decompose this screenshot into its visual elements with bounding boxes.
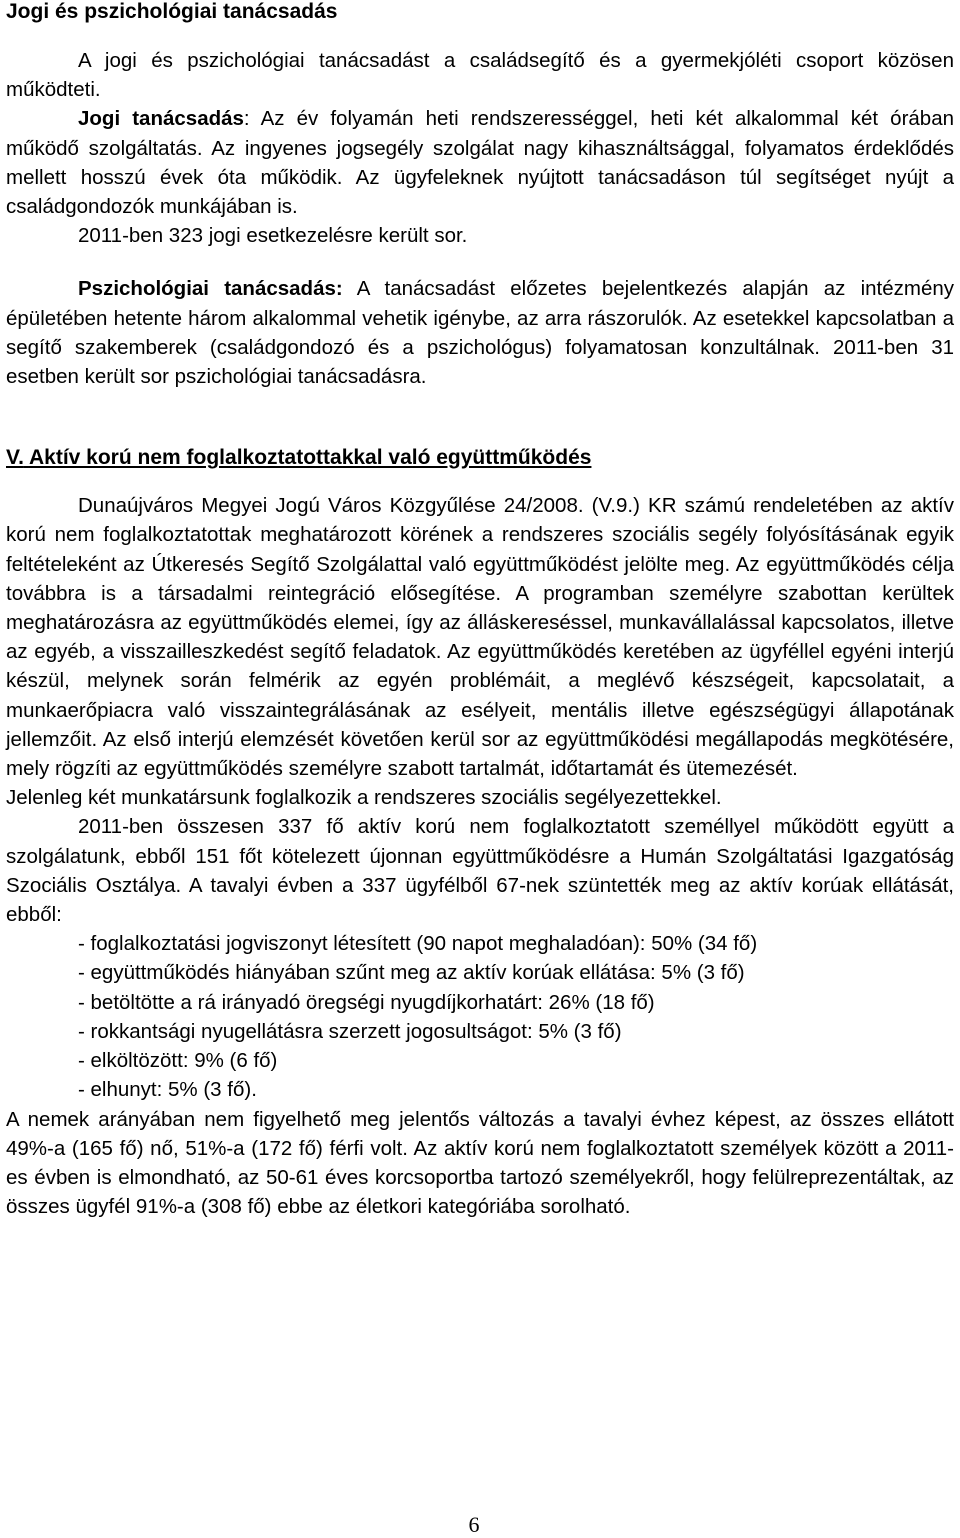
list-item: - rokkantsági nyugellátásra szerzett jogosultságot: 5% (3 fő) — [78, 1019, 622, 1043]
section-paragraph-2: Jelenleg két munkatársunk foglalkozik a rendszeres szociális segélyezettekkel. — [6, 786, 722, 810]
section-number: V. — [6, 446, 24, 470]
termination-list — [6, 929, 954, 1104]
legal-label: Jogi tanácsadás — [78, 107, 244, 131]
list-item: - betöltötte a rá irányadó öregségi nyugdíjkorhatárt: 26% (18 fő) — [78, 990, 655, 1014]
psych-label: Pszichológiai tanácsadás: — [78, 277, 343, 301]
intro-paragraph: A jogi és pszichológiai tanácsadást a családsegítő és a gyermekjóléti csoport közösen működteti. — [6, 49, 954, 102]
section-paragraph-4: A nemek arányában nem figyelhető meg jelentős változás a tavalyi évhez képest, az összes ellátott 49%-a (165 fő) nő, 51%-a (172 fő) férfi volt. Az aktív korú nem foglalkoztatott személyek között a 2011-es évben is elmondható, az 50-61 éves korcsoportba tartozó személyekről, hogy felülreprezentáltak, az összes ügyfél 91%-a (308 fő) ebbe az életkori kategóriába sorolható. — [6, 1107, 954, 1219]
list-item: - együttműködés hiányában szűnt meg az aktív korúak ellátása: 5% (3 fő) — [78, 961, 745, 985]
page-number: 6 — [468, 1512, 480, 1537]
legal-text: : Az év folyamán heti rendszerességgel, heti két alkalommal két órában működő szolgáltatás. Az ingyenes jogsegély szolgálat nagy kihasználtsággal, folyamatos érdeklődés mellett hosszú évek óta működik. Az ügyfeleknek nyújtott tanácsadáson túl segítséget nyújt a családgondozók munkájában is. — [6, 107, 955, 219]
section-paragraph-1: Dunaújváros Megyei Jogú Város Közgyűlése 24/2008. (V.9.) KR számú rendeletében az aktív korú nem foglalkoztatottak meghatározott körének a rendszeres szociális segély folyósításának egyik feltételeként az Útkeresés Segítő Szolgálattal való együttműködést jelölte meg. Az együttműködés célja továbbra is a társadalmi reintegráció elősegítése. A programban személyre szabottan kerültek meghatározásra az együttműködés elemei, így az álláskereséssel, munkavállalással kapcsolatos, illetve az egyéb, a visszailleszkedést segítő feladatok. Az együttműködés keretében az ügyféllel egyéni interjú készül, melynek során felmérik az egyén problémáit, a meglévő készségeit, kapcsolatait, a munkaerőpiacra való visszaintegrálásának az esélyeit, mentális illetve egészségügyi állapotának jellemzőit. Az első interjú elemzését követően kerül sor az együttműködési megállapodás megkötésére, mely rögzíti az együttműködés személyre szabott tartalmát, időtartamát és ütemezését. — [6, 494, 954, 781]
section-paragraph-3: 2011-ben összesen 337 fő aktív korú nem foglalkoztatott személlyel működött együtt a szolgálatunk, ebből 151 főt kötelezett újonnan együttműködésre a Humán Szolgáltatási Igazgatóság Szociális Osztálya. A tavalyi évben a 337 ügyfélből 67-nek szüntették meg az aktív korúak ellátását, ebből: — [6, 815, 954, 927]
psych-paragraph — [6, 274, 954, 391]
section-title — [6, 443, 954, 473]
page-heading: Jogi és pszichológiai tanácsadás — [6, 0, 338, 23]
list-item: - elköltözött: 9% (6 fő) — [78, 1049, 278, 1073]
legal-paragraph — [6, 104, 954, 221]
section-title-text: Aktív korú nem foglalkoztatottakkal való együttműködés — [28, 446, 592, 470]
legal-stat: 2011-ben 323 jogi esetkezelésre került sor. — [78, 224, 468, 248]
psych-text: A tanácsadást előzetes bejelentkezés alapján az intézmény épületében hetente három alkalommal vehetik igénybe, az arra rászorulók. Az esetekkel kapcsolatban a segítő szakemberek (családgondozó és a pszichológus) folyamatosan konzultálnak. 2011-ben 31 esetben került sor pszichológiai tanácsadásra. — [6, 277, 955, 389]
list-item: - elhunyt: 5% (3 fő). — [78, 1078, 257, 1102]
document-page — [6, 0, 954, 1221]
list-item: - foglalkoztatási jogviszonyt létesített (90 napot meghaladóan): 50% (34 fő) — [78, 932, 758, 956]
